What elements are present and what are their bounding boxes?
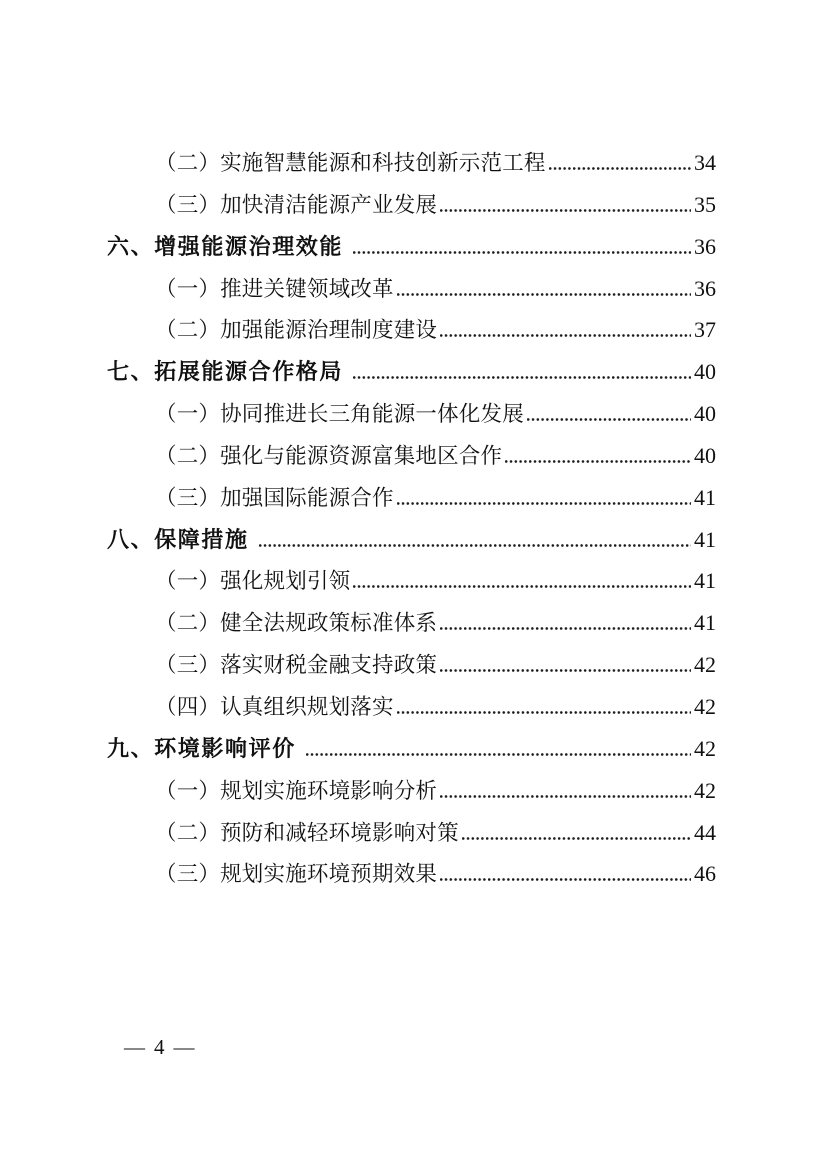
toc-entry xyxy=(107,226,716,268)
dot-leader xyxy=(397,293,691,296)
toc-entry-title: （一）推进关键领域改革 xyxy=(155,276,394,301)
toc-entry-page: 36 xyxy=(694,233,716,259)
toc-entry-page: 46 xyxy=(694,861,716,887)
dot-leader xyxy=(397,711,691,714)
dot-leader xyxy=(353,585,691,588)
toc-entry xyxy=(107,686,716,728)
footer-left-dash: — xyxy=(124,1035,145,1059)
dot-leader xyxy=(440,878,691,881)
toc-entry xyxy=(107,853,716,895)
toc-entry xyxy=(107,309,716,351)
table-of-contents xyxy=(107,142,716,895)
toc-entry-title: （一）强化规划引领 xyxy=(155,569,351,594)
toc-entry xyxy=(107,435,716,477)
dot-leader xyxy=(397,502,691,505)
toc-entry xyxy=(107,728,716,770)
footer-right-dash: — xyxy=(173,1035,195,1059)
toc-entry xyxy=(107,770,716,812)
footer-page-number: 4 xyxy=(154,1035,165,1059)
dot-leader xyxy=(306,753,691,756)
toc-entry-page: 37 xyxy=(694,317,716,343)
toc-entry-title: 六、增强能源治理效能 xyxy=(107,233,344,259)
dot-leader xyxy=(259,544,691,547)
toc-entry-page: 44 xyxy=(694,819,716,845)
toc-entry-title: 七、拓展能源合作格局 xyxy=(107,359,344,385)
toc-entry-title: （三）加强国际能源合作 xyxy=(155,485,394,510)
toc-entry xyxy=(107,812,716,854)
dot-leader xyxy=(353,251,691,254)
toc-entry-title: （三）加快清洁能源产业发展 xyxy=(155,192,438,217)
dot-leader xyxy=(440,209,691,212)
dot-leader xyxy=(527,418,691,421)
dot-leader xyxy=(462,837,691,840)
toc-entry-page: 42 xyxy=(694,652,716,678)
toc-entry-page: 40 xyxy=(694,359,716,385)
toc-entry-title: （二）预防和减轻环境影响对策 xyxy=(155,820,459,845)
toc-entry-page: 40 xyxy=(694,401,716,427)
toc-entry-title: （三）规划实施环境预期效果 xyxy=(155,862,438,887)
toc-entry-title: 八、保障措施 xyxy=(107,526,249,552)
page-footer xyxy=(124,1036,195,1058)
toc-entry xyxy=(107,184,716,226)
toc-entry-page: 42 xyxy=(694,693,716,719)
toc-entry xyxy=(107,268,716,310)
toc-entry-page: 34 xyxy=(694,150,716,175)
toc-entry-title: （二）实施智慧能源和科技创新示范工程 xyxy=(155,151,546,175)
dot-leader xyxy=(440,669,691,672)
dot-leader xyxy=(353,376,691,379)
toc-entry-title: （二）加强能源治理制度建设 xyxy=(155,318,438,343)
toc-entry-page: 41 xyxy=(694,484,716,510)
toc-entry-title: （一）协同推进长三角能源一体化发展 xyxy=(155,402,524,427)
toc-entry-title: （三）落实财税金融支持政策 xyxy=(155,653,438,678)
toc-entry-title: 九、环境影响评价 xyxy=(107,735,296,761)
dot-leader xyxy=(549,167,691,170)
dot-leader xyxy=(440,627,691,630)
toc-entry-title: （二）健全法规政策标准体系 xyxy=(155,611,438,636)
toc-entry-page: 40 xyxy=(694,442,716,468)
toc-entry xyxy=(107,519,716,561)
toc-entry-page: 41 xyxy=(694,610,716,636)
toc-entry xyxy=(107,602,716,644)
toc-entry xyxy=(107,477,716,519)
toc-entry xyxy=(107,644,716,686)
toc-entry-page: 41 xyxy=(694,526,716,552)
toc-entry-page: 42 xyxy=(694,777,716,803)
toc-entry-page: 41 xyxy=(694,568,716,594)
toc-entry-title: （二）强化与能源资源富集地区合作 xyxy=(155,443,503,468)
toc-entry-title: （四）认真组织规划落实 xyxy=(155,694,394,719)
toc-entry-page: 42 xyxy=(694,735,716,761)
toc-entry-title: （一）规划实施环境影响分析 xyxy=(155,778,438,803)
dot-leader xyxy=(505,460,691,463)
toc-entry xyxy=(107,351,716,393)
dot-leader xyxy=(440,795,691,798)
toc-entry-page: 35 xyxy=(694,191,716,217)
dot-leader xyxy=(440,334,691,337)
toc-entry-page: 36 xyxy=(694,275,716,301)
toc-entry xyxy=(107,142,716,184)
toc-entry xyxy=(107,560,716,602)
toc-entry xyxy=(107,393,716,435)
